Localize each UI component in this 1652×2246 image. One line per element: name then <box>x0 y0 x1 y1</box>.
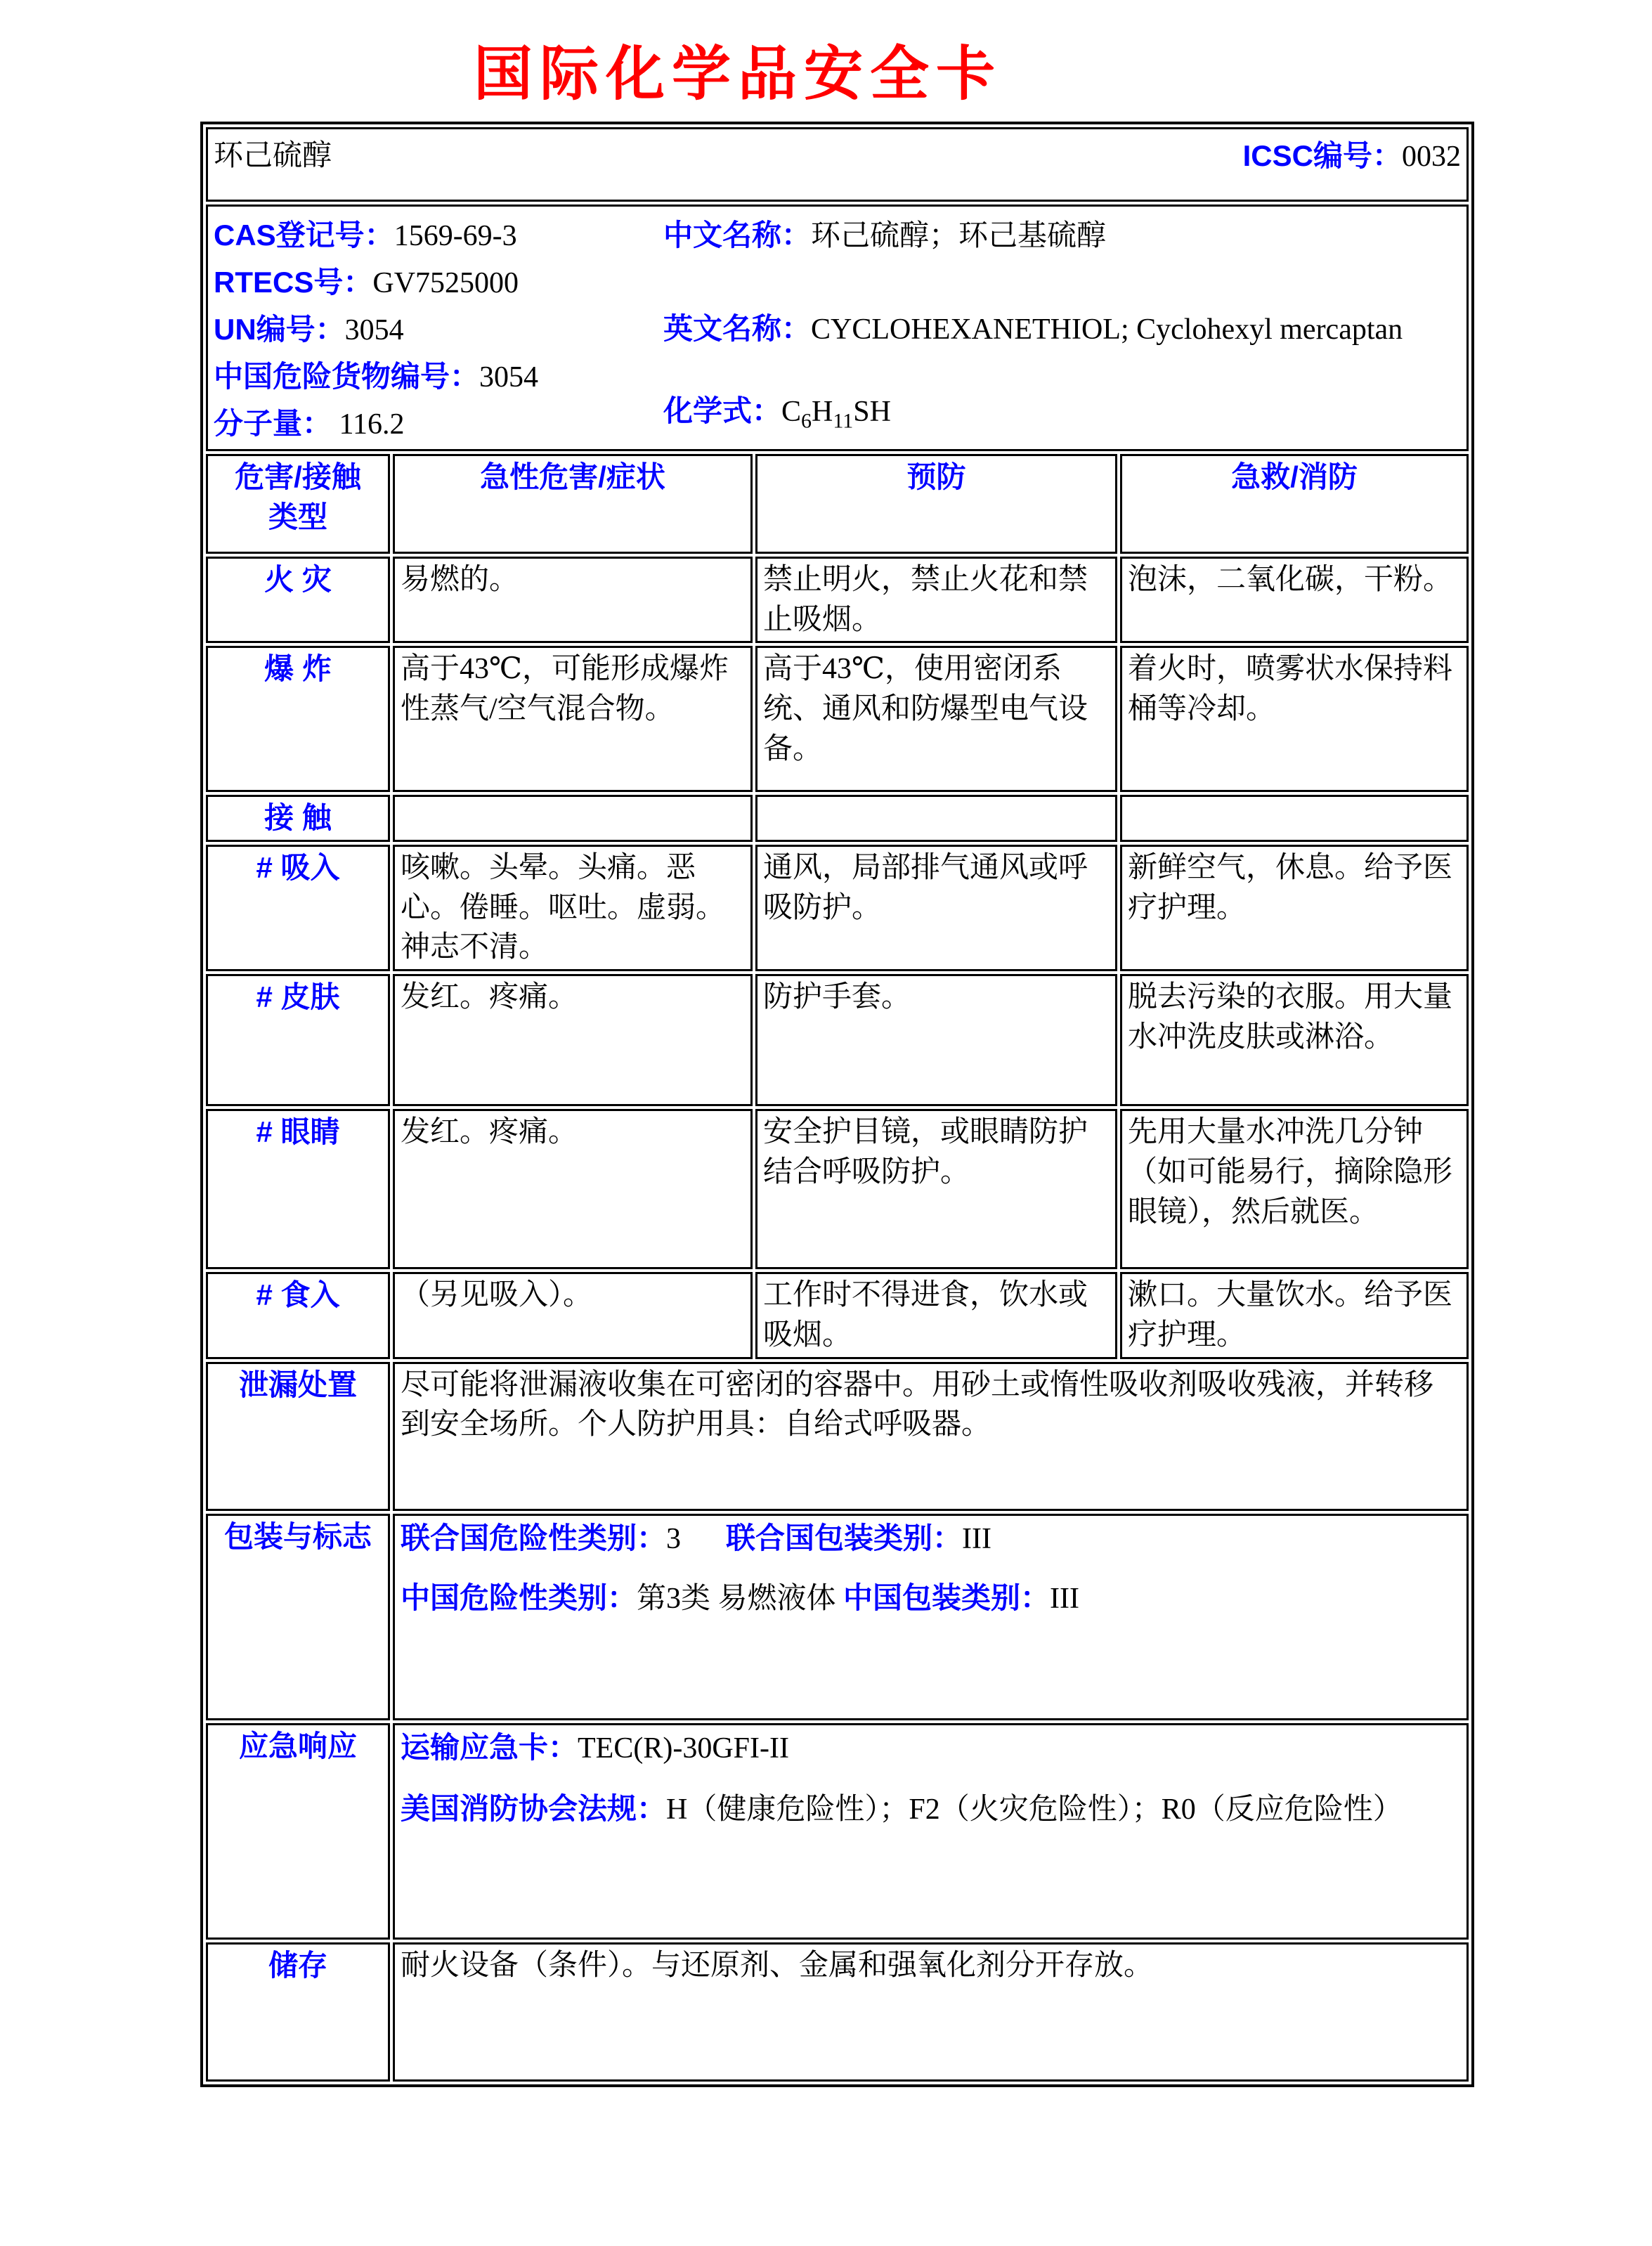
un-hazard-class-group <box>401 1523 681 1555</box>
tec-value: TEC(R)-30GFI-II <box>578 1732 789 1765</box>
exposure-label: 接 触 <box>206 795 390 842</box>
un-packing-group <box>726 1523 991 1555</box>
cn-packing-value: III <box>1050 1583 1080 1616</box>
un-number-line <box>214 306 663 353</box>
explosion-label: 爆 炸 <box>206 646 390 792</box>
exposure-row <box>206 795 1469 842</box>
page-title: 国际化学品安全卡 <box>473 42 1002 108</box>
rtecs-number-label: RTECS号： <box>214 266 373 299</box>
exposure-symptoms <box>393 795 753 842</box>
eyes-prevention: 安全护目镜，或眼睛防护结合呼吸防护。 <box>755 1109 1117 1269</box>
chinese-name-value: 环己硫醇；环己基硫醇 <box>811 220 1107 252</box>
ingestion-prevention: 工作时不得进食，饮水或吸烟。 <box>755 1272 1117 1358</box>
emergency-label: 应急响应 <box>206 1723 390 1940</box>
fire-label: 火 灾 <box>206 557 390 643</box>
skin-label: # 皮肤 <box>206 974 390 1106</box>
un-number-value: 3054 <box>344 314 404 346</box>
spill-row <box>206 1362 1469 1511</box>
icsc-number-group <box>1243 136 1461 177</box>
explosion-firstaid: 着火时，喷雾状水保持料桶等冷却。 <box>1120 646 1469 792</box>
eyes-symptoms: 发红。疼痛。 <box>393 1109 753 1269</box>
un-packing-value: III <box>962 1522 991 1555</box>
packaging-content <box>393 1514 1469 1720</box>
inhalation-firstaid: 新鲜空气，休息。给予医疗护理。 <box>1120 845 1469 971</box>
fire-row <box>206 557 1469 643</box>
spill-label: 泄漏处置 <box>206 1362 390 1511</box>
chemical-formula-value: $C_6H_{11}SH$ <box>781 396 891 433</box>
molecular-weight-value: 116.2 <box>339 408 405 441</box>
cas-number-value: 1569-69-3 <box>394 220 517 252</box>
explosion-symptoms: 高于43℃，可能形成爆炸性蒸气/空气混合物。 <box>393 646 753 792</box>
tec-line <box>401 1727 1461 1769</box>
spill-text: 尽可能将泄漏液收集在可密闭的容器中。用砂土或惰性吸收剂吸收残液，并转移到安全场所。个人防护用具：自给式呼吸器。 <box>393 1362 1469 1511</box>
english-name-label: 英文名称： <box>663 312 812 345</box>
skin-prevention: 防护手套。 <box>755 974 1117 1106</box>
explosion-prevention: 高于43℃，使用密闭系统、通风和防爆型电气设备。 <box>755 646 1117 792</box>
emergency-content <box>393 1723 1469 1940</box>
china-dg-number-value: 3054 <box>479 361 539 394</box>
inhalation-symptoms: 咳嗽。头晕。头痛。恶心。倦睡。呕吐。虚弱。神志不清。 <box>393 845 753 971</box>
ingestion-row <box>206 1272 1469 1358</box>
skin-row <box>206 974 1469 1106</box>
icsc-number-label: ICSC编号： <box>1242 139 1402 172</box>
exposure-firstaid <box>1120 795 1469 842</box>
exposure-prevention <box>755 795 1117 842</box>
fire-firstaid: 泡沫，二氧化碳，干粉。 <box>1120 557 1469 643</box>
rtecs-number-value: GV7525000 <box>372 267 519 299</box>
explosion-row <box>206 646 1469 792</box>
molecular-weight-line <box>214 401 663 448</box>
header-firstaid-firefighting: 急救/消防 <box>1120 454 1469 554</box>
cn-hazard-class-value: 第3类 易燃液体 <box>637 1583 836 1616</box>
packaging-row <box>206 1514 1469 1720</box>
un-hazard-class-value: 3 <box>666 1522 682 1555</box>
ingestion-firstaid: 漱口。大量饮水。给予医疗护理。 <box>1120 1272 1469 1358</box>
un-classification-line <box>401 1517 1461 1559</box>
icsc-card-table <box>200 122 1474 2087</box>
chemical-formula-line <box>663 388 1461 435</box>
ingestion-label: # 食入 <box>206 1272 390 1358</box>
fire-symptoms: 易燃的。 <box>393 557 753 643</box>
skin-firstaid: 脱去污染的衣服。用大量水冲洗皮肤或淋浴。 <box>1120 974 1469 1106</box>
cn-classification-line <box>401 1578 1461 1619</box>
un-number-label: UN编号： <box>214 313 345 346</box>
name-row <box>206 127 1469 202</box>
english-name-value: CYCLOHEXANETHIOL; Cyclohexyl mercaptan <box>811 313 1403 346</box>
un-hazard-class-label: 联合国危险性类别： <box>401 1521 667 1554</box>
name-cell <box>206 127 1469 202</box>
nfpa-label: 美国消防协会法规： <box>401 1792 667 1826</box>
eyes-row <box>206 1109 1469 1269</box>
cn-packing-group <box>843 1583 1079 1615</box>
un-packing-label: 联合国包装类别： <box>726 1521 963 1554</box>
packaging-label: 包装与标志 <box>206 1514 390 1720</box>
identification-left-column <box>214 212 663 448</box>
fire-prevention: 禁止明火，禁止火花和禁止吸烟。 <box>755 557 1117 643</box>
hazard-header-row <box>206 454 1469 554</box>
ingestion-symptoms: （另见吸入）。 <box>393 1272 753 1358</box>
cn-packing-label: 中国包装类别： <box>843 1581 1051 1615</box>
storage-row <box>206 1942 1469 2082</box>
chinese-name-line <box>663 212 1461 259</box>
nfpa-value: H（健康危险性）；F2（火灾危险性）；R0（反应危险性） <box>666 1793 1403 1826</box>
emergency-row <box>206 1723 1469 1940</box>
inhalation-label: # 吸入 <box>206 845 390 971</box>
cn-hazard-class-group <box>401 1583 836 1615</box>
eyes-label: # 眼睛 <box>206 1109 390 1269</box>
identification-cell <box>206 205 1469 451</box>
skin-symptoms: 发红。疼痛。 <box>393 974 753 1106</box>
rtecs-number-line <box>214 259 663 306</box>
chinese-name-label: 中文名称： <box>663 219 812 252</box>
identification-row <box>206 205 1469 451</box>
storage-text: 耐火设备（条件）。与还原剂、金属和强氧化剂分开存放。 <box>393 1942 1469 2082</box>
cas-number-label: CAS登记号： <box>214 219 394 252</box>
cn-hazard-class-label: 中国危险性类别： <box>401 1581 637 1615</box>
english-name-line <box>663 307 1461 351</box>
header-hazard-type: 危害/接触 类型 <box>206 454 390 554</box>
icsc-number-value: 0032 <box>1402 141 1461 173</box>
identification-right-column <box>663 212 1461 448</box>
molecular-weight-label: 分子量： <box>214 407 332 440</box>
header-prevention: 预防 <box>755 454 1117 554</box>
china-dg-number-line <box>214 353 663 401</box>
nfpa-line <box>401 1789 1461 1830</box>
storage-label: 储存 <box>206 1942 390 2082</box>
chemical-name: 环己硫醇 <box>214 140 332 172</box>
inhalation-row <box>206 845 1469 971</box>
header-acute-hazards: 急性危害/症状 <box>393 454 753 554</box>
inhalation-prevention: 通风，局部排气通风或呼吸防护。 <box>755 845 1117 971</box>
tec-label: 运输应急卡： <box>401 1730 578 1764</box>
china-dg-number-label: 中国危险货物编号： <box>214 360 480 393</box>
eyes-firstaid: 先用大量水冲洗几分钟（如可能易行，摘除隐形眼镜），然后就医。 <box>1120 1109 1469 1269</box>
cas-number-line <box>214 212 663 259</box>
chemical-formula-label: 化学式： <box>663 394 782 427</box>
